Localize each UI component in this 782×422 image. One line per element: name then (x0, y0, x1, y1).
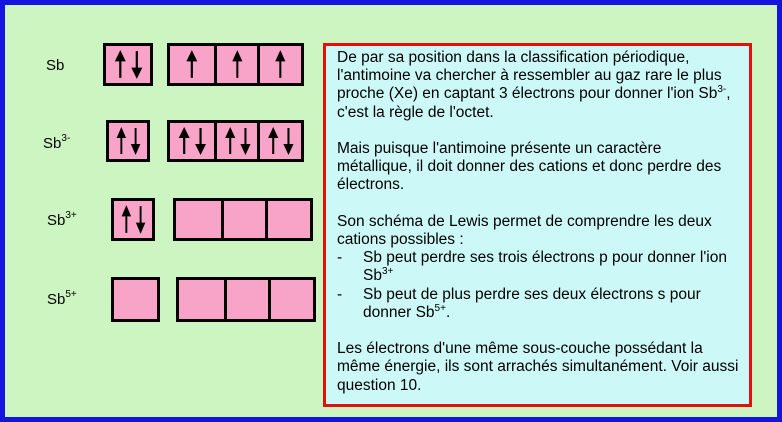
orbital-arrows (217, 123, 258, 159)
ion-charge: 3- (717, 84, 727, 96)
orbital-arrows (179, 280, 224, 319)
orbital-arrows (176, 201, 221, 238)
s-orbital-cell (109, 123, 147, 159)
label-sb3-minus (43, 133, 70, 152)
p-orbital-cell (268, 280, 313, 319)
spin-down-arrow-icon (284, 128, 294, 155)
s-orbital-cell (114, 280, 157, 319)
paragraph-metallic: Mais puisque l'antimoine présente un caractère métallique, il doit donner des cations et donc perdre des électrons. (337, 140, 722, 194)
s-orbital-cell (106, 46, 150, 83)
p-orbital-cell (221, 201, 266, 238)
bullet-dash: - (337, 249, 343, 267)
explanation-box (323, 43, 752, 407)
orbital-arrows (271, 280, 313, 319)
spin-down-arrow-icon (131, 128, 141, 155)
s-orbital-box (111, 198, 155, 241)
label-sb3-plus (47, 210, 77, 229)
p-orbital-group (167, 120, 304, 162)
p-orbital-cell (170, 123, 214, 159)
p-orbital-cell (176, 201, 221, 238)
s-orbital-cell (114, 201, 152, 238)
bullet-dash: - (337, 285, 343, 303)
ion-charge: 3+ (381, 266, 394, 278)
p-orbital-cell (257, 46, 301, 83)
list-item-text: Sb peut de plus perdre ses deux électrons s pour donner Sb (363, 285, 701, 321)
orbital-arrows (106, 46, 150, 83)
p-orbital-cell (179, 280, 224, 319)
label-charge: 5+ (65, 289, 77, 300)
p-orbital-cell (214, 46, 258, 83)
paragraph-text: De par sa position dans la classification périodique, l'antimoine va chercher à ressembler au gaz rare le plus proche (Xe) en captant 3 électrons pour donner l'ion Sb (337, 49, 722, 103)
list-item-text: Sb peut perdre ses trois électrons p pour donner l'ion Sb (363, 249, 727, 285)
spin-down-arrow-icon (195, 128, 206, 155)
spin-down-arrow-icon (136, 206, 146, 234)
s-orbital-box (103, 43, 153, 86)
spin-up-arrow-icon (179, 127, 190, 154)
s-orbital-box (106, 120, 150, 162)
spin-up-arrow-icon (115, 50, 126, 78)
p-orbital-cell (214, 123, 258, 159)
ion-charge: 5+ (434, 302, 446, 314)
p-orbital-cell (265, 201, 310, 238)
paragraph-octet (337, 49, 739, 122)
orbital-arrows (268, 201, 310, 238)
label-sb5-plus (47, 289, 77, 308)
label-charge: 3+ (65, 210, 77, 221)
orbital-arrows (114, 201, 152, 238)
orbital-arrows (224, 201, 266, 238)
p-orbital-group (173, 198, 313, 241)
spin-down-arrow-icon (240, 128, 250, 155)
cation-list (337, 249, 739, 322)
p-orbital-cell (170, 46, 214, 83)
spin-up-arrow-icon (232, 50, 242, 78)
p-orbital-cell (257, 123, 301, 159)
paragraph-lewis: Son schéma de Lewis permet de comprendre les deux cations possibles : (337, 212, 712, 248)
label-symbol: Sb (43, 135, 62, 152)
spin-up-arrow-icon (225, 127, 235, 154)
orbital-arrows (170, 46, 214, 83)
label-charge: 3- (61, 133, 71, 144)
paragraph-energy: Les électrons d'une même sous-couche possédant la même énergie, ils sont arrachés simultanément. Voir aussi question 10. (337, 340, 739, 394)
orbital-arrows (114, 280, 157, 319)
label-sb (46, 55, 64, 74)
p-orbital-group (167, 43, 304, 86)
spin-up-arrow-icon (276, 50, 286, 78)
orbital-arrows (217, 46, 258, 83)
list-item (337, 249, 739, 285)
p-orbital-cell (224, 280, 269, 319)
spin-up-arrow-icon (117, 127, 127, 154)
label-symbol: Sb (47, 212, 66, 229)
spin-up-arrow-icon (268, 127, 278, 154)
list-item (337, 286, 739, 322)
spin-down-arrow-icon (131, 51, 142, 79)
orbital-arrows (227, 280, 269, 319)
list-item-text: . (445, 303, 451, 321)
p-orbital-group (176, 277, 316, 322)
orbital-arrows (260, 123, 301, 159)
spin-up-arrow-icon (186, 50, 197, 78)
orbital-arrows (260, 46, 301, 83)
label-symbol: Sb (47, 291, 66, 308)
s-orbital-box (111, 277, 160, 322)
orbital-arrows (170, 123, 214, 159)
label-symbol: Sb (46, 57, 65, 74)
spin-up-arrow-icon (122, 205, 132, 233)
orbital-arrows (109, 123, 147, 159)
paragraph-text: , c'est la règle de l'octet. (337, 85, 731, 121)
